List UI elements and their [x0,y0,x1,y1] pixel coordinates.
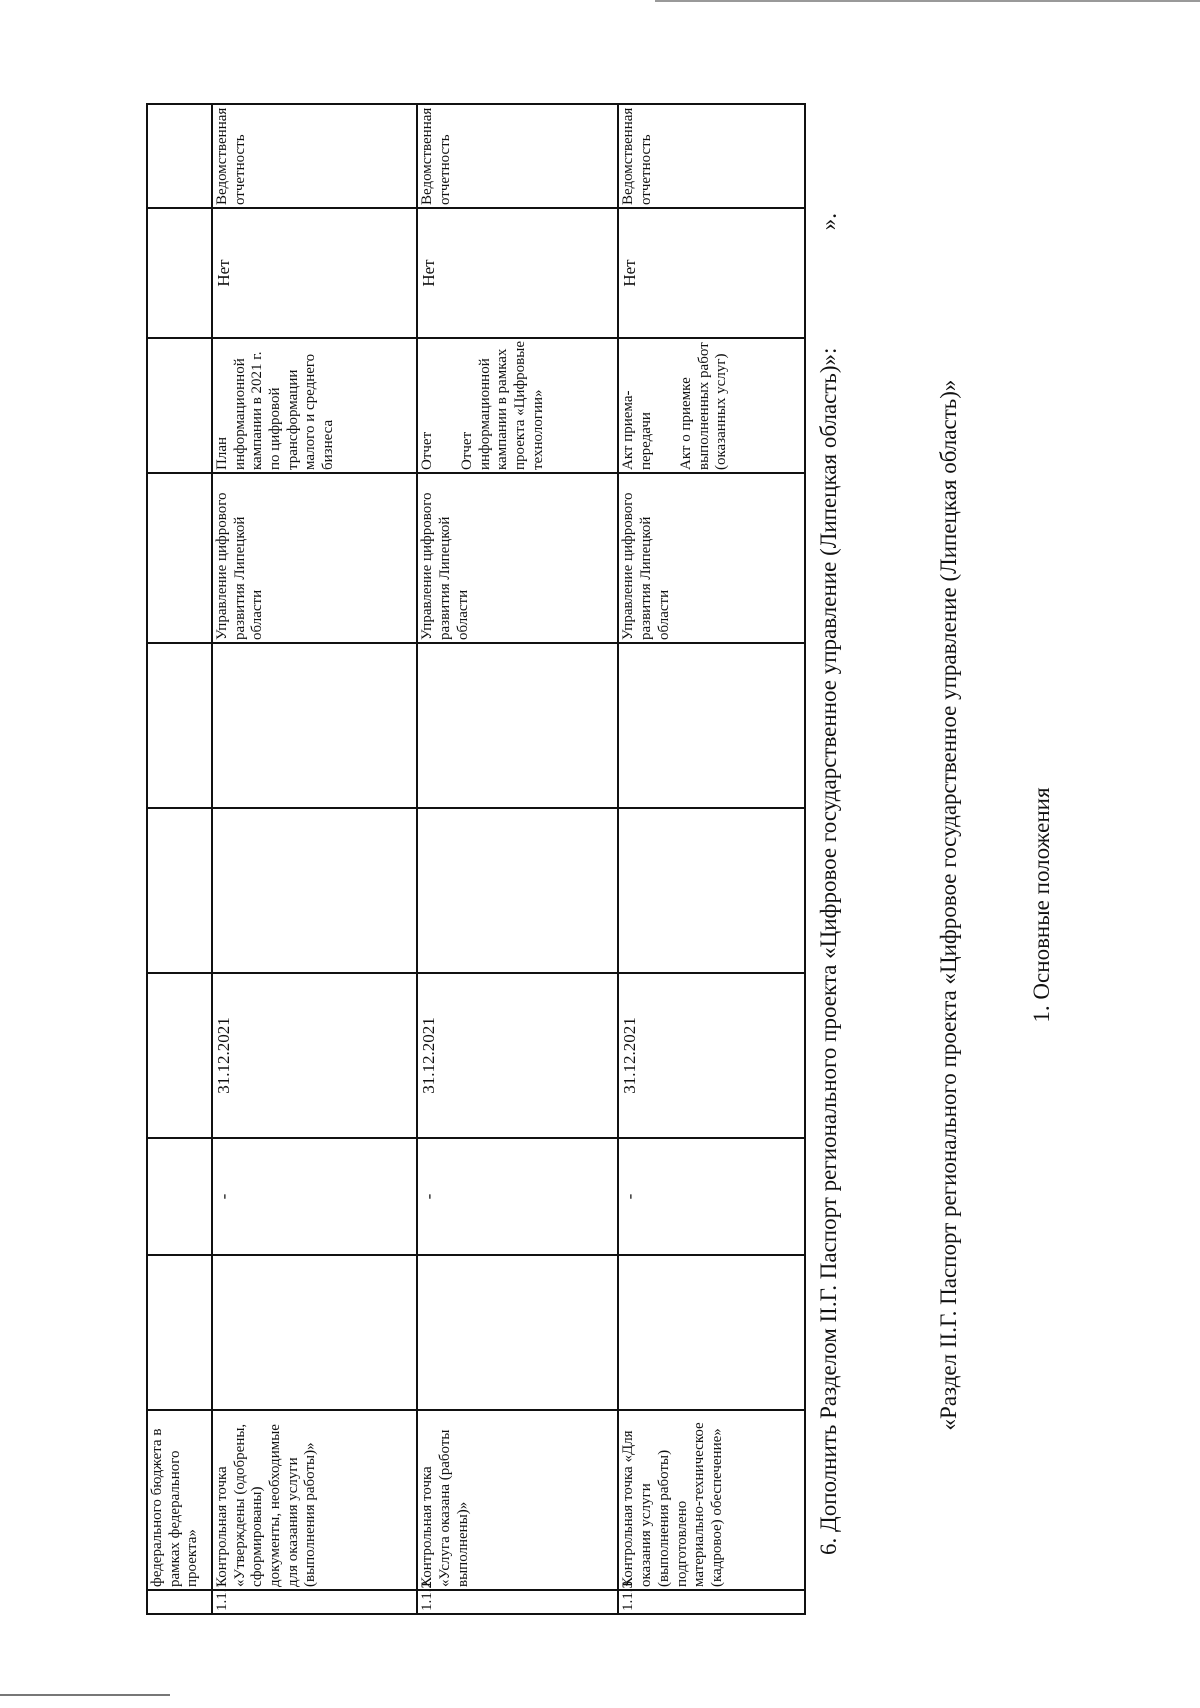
scan-edge-line-top [655,0,1200,2]
row-end-date: 31.12.2021 [212,973,417,1138]
closing-quote: ». [816,213,841,231]
row-responsible: Управление цифрового развития Липецкой области [417,473,618,643]
row-document [618,338,805,473]
row-reporting: Ведомственная отчетность [212,104,417,208]
row-document [212,338,417,473]
row-description: Контрольная точка «Для оказания услуги (выполнения работы) подготовлено материально-техническое (кадровое) обеспечение» [618,1410,805,1590]
row-start: - [417,1138,618,1255]
row-number: 1.1.2. [417,1590,618,1614]
row-start: - [618,1138,805,1255]
table-row [618,104,805,1614]
row-level: Нет [618,208,805,338]
row-number: 1.1.1 [212,1590,417,1614]
row-number: 1.1.3. [618,1590,805,1614]
row-responsible: Управление цифрового развития Липецкой области [212,473,417,643]
row-responsible: Управление цифрового развития Липецкой области [618,473,805,643]
subsection-title: 1. Основные положения [1029,787,1054,1023]
row-document [417,338,618,473]
table-row [212,104,417,1614]
row-end-date: 31.12.2021 [618,973,805,1138]
row-description: Контрольная точка «Утверждены (одобрены, сформированы) документы, необходимые для оказания услуги (выполнения работы)» [212,1410,417,1590]
section-title: «Раздел II.Г. Паспорт регионального проекта «Цифровое государственное управление (Липецкая область)» [936,379,961,1431]
paragraph-6-text: 6. Дополнить Разделом II.Г. Паспорт регионального проекта «Цифровое государственное управление (Липецкая область)»: [816,347,841,1555]
row-document-line: Акт о приемке выполненных работ (оказанных услуг) [677,342,730,470]
row-document-line: Отчет информационной кампании в рамках проекта «Цифровые технологии» [459,340,546,470]
row-level: Нет [212,208,417,338]
table-row [147,104,212,1614]
row-description: Контрольная точка «Услуга оказана (работы выполнены)» [417,1410,618,1590]
rotated-landscape-page [84,107,1094,1615]
table-row [417,104,618,1614]
row-document-line: Акт приема-передачи [620,390,655,470]
paragraph-6 [812,195,845,1615]
scan-edge-line-bottom [0,1694,170,1696]
row-document-line: Отчет [419,431,436,470]
row-reporting: Ведомственная отчетность [417,104,618,208]
row-document-line: План информационной кампании в 2021 г. по цифровой трансформации малого и среднего бизнеса [213,351,337,470]
row-start: - [212,1138,417,1255]
continuation-description: федерального бюджета в рамках федерального проекта» [147,1410,212,1590]
control-points-table [146,103,806,1615]
row-end-date: 31.12.2021 [417,973,618,1138]
row-level: Нет [417,208,618,338]
row-reporting: Ведомственная отчетность [618,104,805,208]
